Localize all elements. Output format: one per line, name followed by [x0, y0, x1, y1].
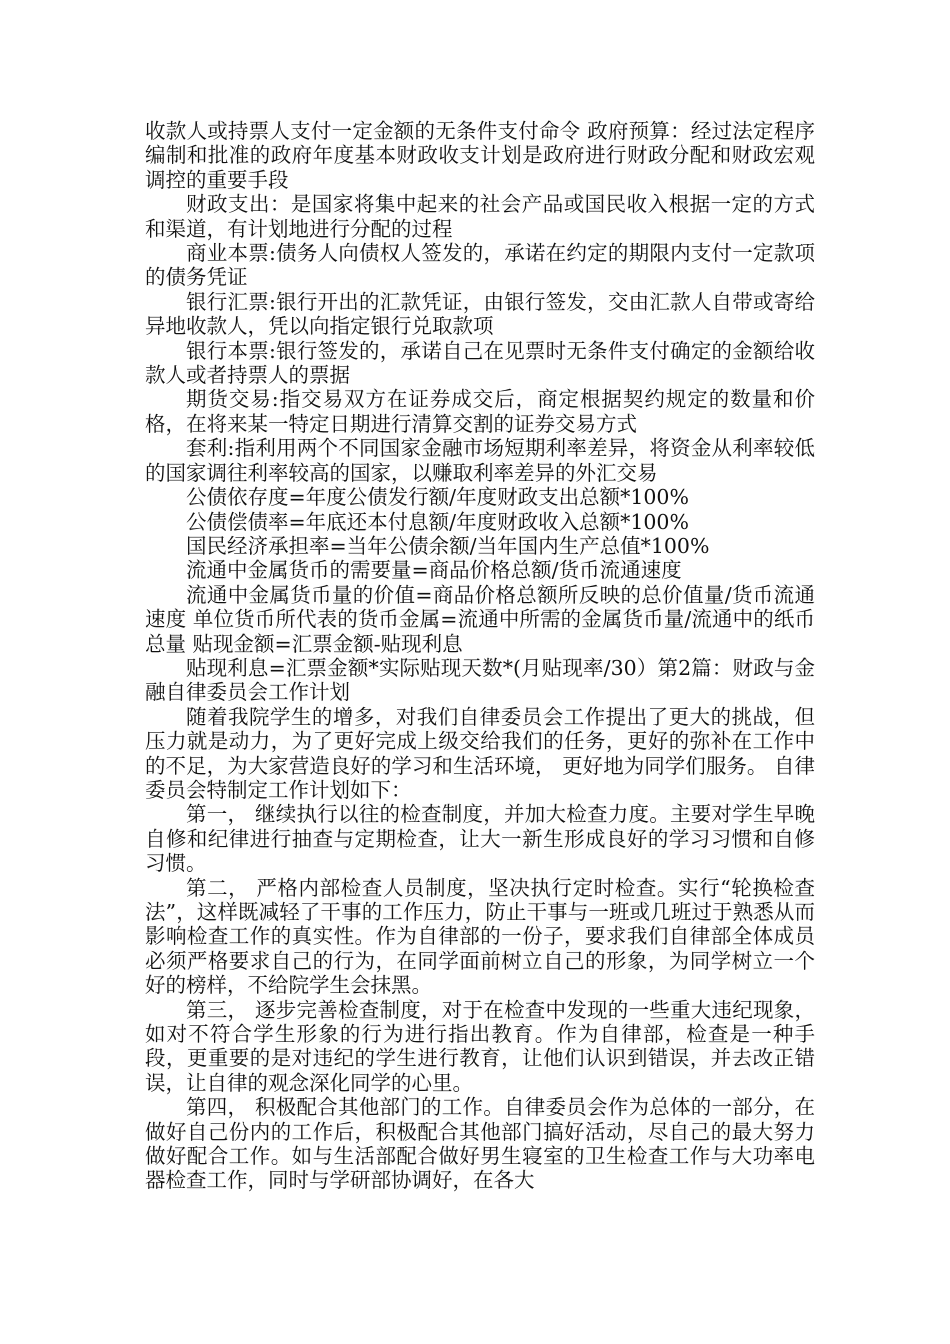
- paragraph-14: 随着我院学生的增多，对我们自律委员会工作提出了更大的挑战，但压力就是动力，为了更好完成上级交给我们的任务，更好的弥补在工作中的不足，为大家营造良好的学习和生活环境， 更好地为同学们服务。 自律委员会特制定工作计划如下：: [145, 704, 815, 802]
- paragraph-11: 流通中金属货币的需要量=商品价格总额/货币流通速度: [186, 558, 682, 583]
- paragraph-9: 公债偿债率=年底还本付息额/年度财政收入总额*100%: [186, 509, 689, 534]
- document-body: [145, 119, 815, 1193]
- paragraph-16: 第二， 严格内部检查人员制度，坚决执行定时检查。实行“轮换检查法”，这样既减轻了干事的工作压力，防止干事与一班或几班过于熟悉从而影响检查工作的真实性。作为自律部的一份子，要求我们自律部全体成员必须严格要求自己的行为，在同学面前树立自己的形象，为同学树立一个好的榜样，不给院学生会抹黑。: [145, 875, 815, 998]
- paragraph-7: 套利:指利用两个不同国家金融市场短期利率差异，将资金从利率较低的国家调往利率较高的国家，以赚取利率差异的外汇交易: [145, 436, 815, 485]
- paragraph-2: 财政支出：是国家将集中起来的社会产品或国民收入根据一定的方式和渠道，有计划地进行分配的过程: [145, 192, 815, 241]
- paragraph-17: 第三， 逐步完善检查制度，对于在检查中发现的一些重大违纪现象， 如对不符合学生形象的行为进行指出教育。作为自律部，检查是一种手段，更重要的是对违纪的学生进行教育，让他们认识到错误，并去改正错误，让自律的观念深化同学的心里。: [145, 997, 815, 1095]
- paragraph-6: 期货交易:指交易双方在证券成交后，商定根据契约规定的数量和价格，在将来某一特定日期进行清算交割的证券交易方式: [145, 387, 815, 436]
- paragraph-10: 国民经济承担率=当年公债余额/当年国内生产总值*100%: [186, 533, 710, 558]
- paragraph-3: 商业本票:债务人向债权人签发的，承诺在约定的期限内支付一定款项的债务凭证: [145, 241, 815, 290]
- paragraph-5: 银行本票:银行签发的，承诺自己在见票时无条件支付确定的金额给收款人或者持票人的票据: [145, 338, 815, 388]
- paragraph-18: 第四， 积极配合其他部门的工作。自律委员会作为总体的一部分，在做好自己份内的工作后，积极配合其他部门搞好活动，尽自己的最大努力做好配合工作。如与生活部配合做好男生寝室的卫生检查工作与大功率电器检查工作，同时与学研部协调好，在各大: [145, 1095, 815, 1193]
- paragraph-12: 流通中金属货币量的价值=商品价格总额所反映的总价值量/货币流通速度 单位货币所代表的货币金属=流通中所需的金属货币量/流通中的纸币总量 贴现金额=汇票金额-贴现利息: [145, 582, 815, 656]
- paragraph-8: 公债依存度=年度公债发行额/年度财政支出总额*100%: [186, 485, 689, 510]
- paragraph-1: 收款人或持票人支付一定金额的无条件支付命令 政府预算：经过法定程序编制和批准的政府年度基本财政收支计划是政府进行财政分配和财政宏观调控的重要手段: [145, 119, 815, 192]
- paragraph-13: 贴现利息=汇票金额*实际贴现天数*(月贴现率/30）第2篇：财政与金融自律委员会工作计划: [145, 655, 815, 705]
- paragraph-15: 第一， 继续执行以往的检查制度，并加大检查力度。主要对学生早晚自修和纪律进行抽查与定期检查，让大一新生形成良好的学习习惯和自修习惯。: [145, 802, 815, 876]
- paragraph-4: 银行汇票:银行开出的汇款凭证，由银行签发，交由汇款人自带或寄给异地收款人，凭以向指定银行兑取款项: [145, 289, 815, 339]
